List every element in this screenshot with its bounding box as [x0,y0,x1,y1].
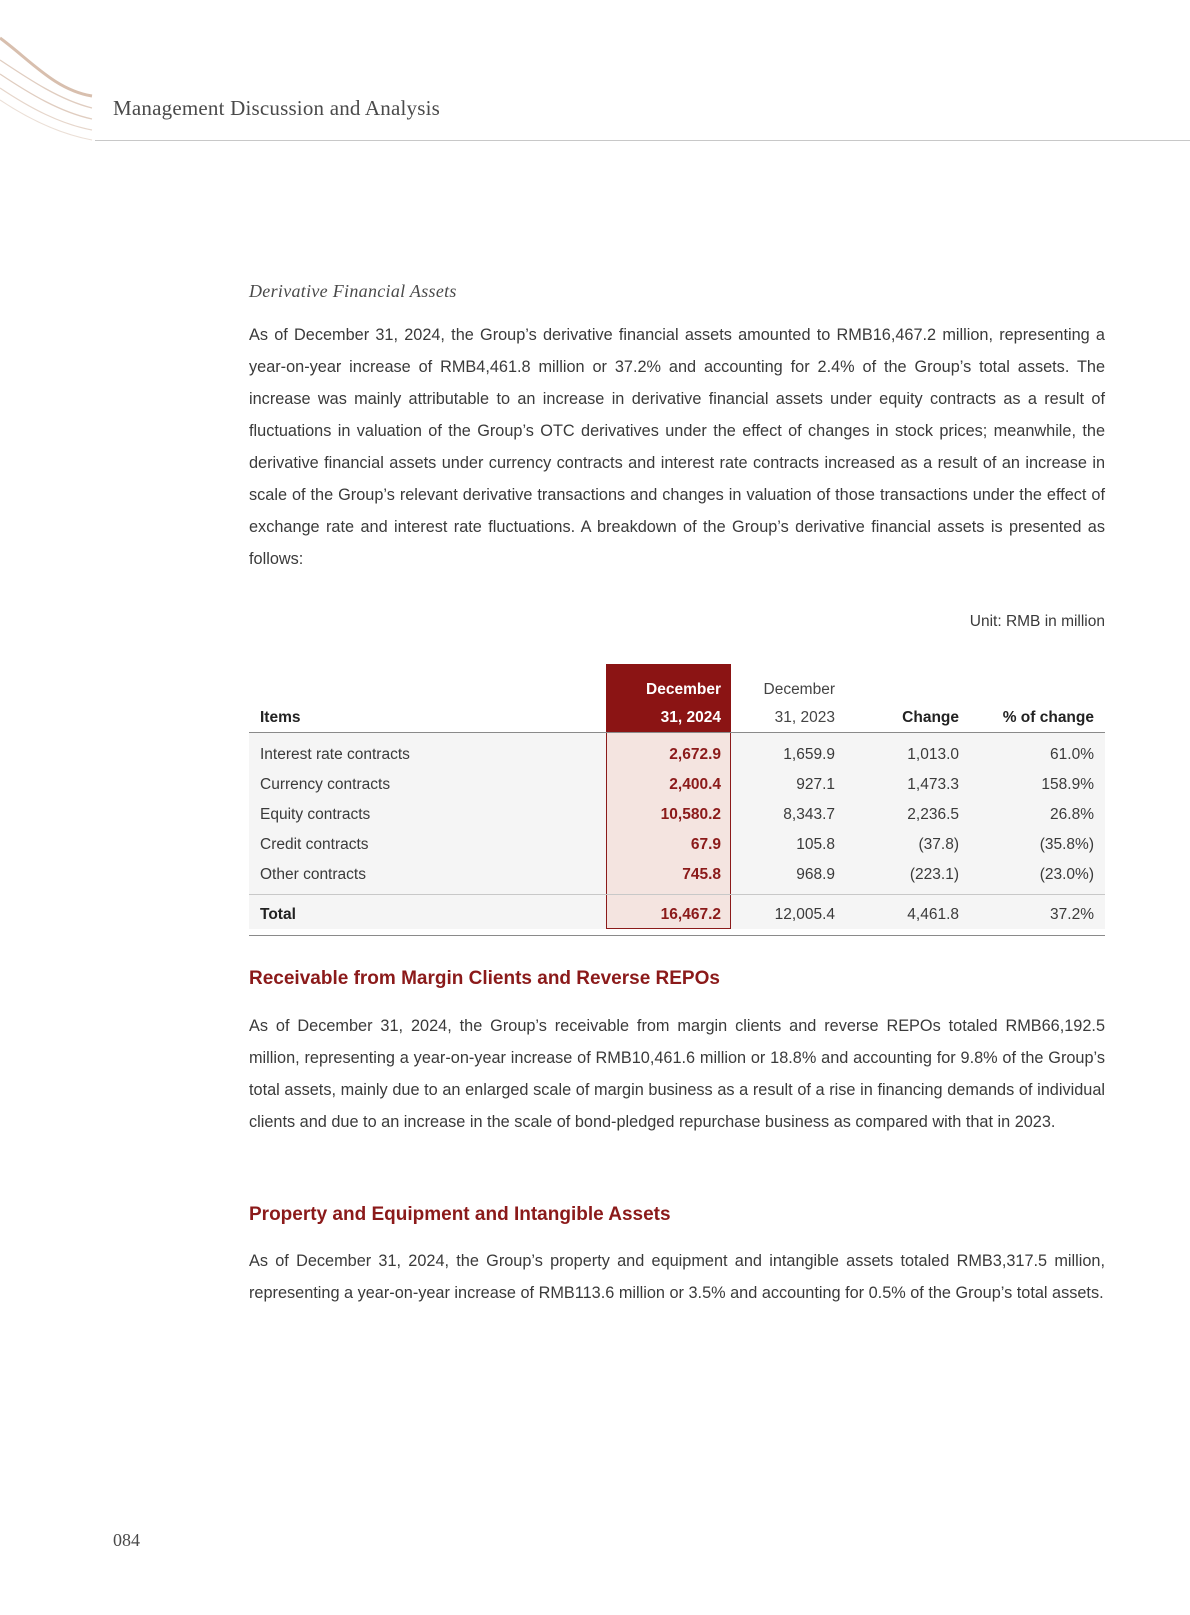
row-change: 2,236.5 [907,806,959,823]
total-previous: 12,005.4 [732,895,846,936]
row-pct: 61.0% [1050,746,1094,763]
row-current: 745.8 [682,866,721,883]
table-row [249,770,1105,800]
header-change: Change [902,709,959,726]
unit-label: Unit: RMB in million [969,613,1105,630]
header-previous-line1: December [763,681,835,698]
row-item: Equity contracts [260,806,371,823]
row-previous: 8,343.7 [783,806,835,823]
row-current: 2,672.9 [669,746,721,763]
header-current-year [607,664,732,732]
table-row [249,732,1105,770]
row-previous: 1,659.9 [783,746,835,763]
header-current-line2: 31, 2024 [660,709,721,726]
margin-section-heading: Receivable from Margin Clients and Reverse REPOs [249,968,720,989]
row-current: 67.9 [690,836,721,853]
row-pct: 26.8% [1050,806,1094,823]
total-current: 16,467.2 [607,895,732,936]
derivative-table [249,664,1105,931]
row-current: 10,580.2 [660,806,721,823]
row-previous: 927.1 [796,776,835,793]
header-pct-change: % of change [1002,709,1094,726]
derivative-section-title: Derivative Financial Assets [249,281,457,301]
derivative-table-grid [249,664,1105,936]
table-total-row [249,895,1105,936]
derivative-paragraph: As of December 31, 2024, the Group’s derivative financial assets amounted to RMB16,467.2 million, representing a year-on-year increase of RMB4,461.8 million or 37.2% and accounting for 2.4% of the Group’s total assets. The increase was mainly attributable to an increase in derivative financial assets under equity contracts as a result of fluctuations in valuation of the Group’s OTC derivatives under the effect of changes in stock prices; meanwhile, the derivative financial assets under currency contracts and interest rate contracts increased as a result of an increase in scale of the Group’s relevant derivative transactions and changes in valuation of those transactions under the effect of exchange rate and interest rate fluctuations. A breakdown of the Group’s derivative financial assets is presented as follows: [249,326,1105,568]
table-row [249,860,1105,895]
row-item: Credit contracts [260,836,369,853]
row-current: 2,400.4 [669,776,721,793]
header-previous-year [732,664,846,732]
row-pct: (23.0%) [1039,866,1094,883]
property-paragraph: As of December 31, 2024, the Group’s property and equipment and intangible assets totaled RMB3,317.5 million, representing a year-on-year increase of RMB113.6 million or 3.5% and accounting for 0.5% of the Group’s total assets. [249,1252,1105,1302]
margin-paragraph: As of December 31, 2024, the Group’s receivable from margin clients and reverse REPOs totaled RMB66,192.5 million, representing a year-on-year increase of RMB10,461.6 million or 18.8% and accounting for 9.8% of the Group’s total assets, mainly due to an enlarged scale of margin business as a result of a rise in financing demands of individual clients and due to an increase in the scale of bond-pledged repurchase business as compared with that in 2023. [249,1017,1105,1131]
total-change: 4,461.8 [846,895,970,936]
page-header-title: Management Discussion and Analysis [113,96,441,120]
row-previous: 105.8 [796,836,835,853]
row-item: Currency contracts [260,776,391,793]
header-divider [95,140,1190,141]
header-current-line1: December [646,681,721,698]
total-item: Total [249,895,607,936]
header-previous-line2: 31, 2023 [774,709,835,726]
row-change: 1,473.3 [907,776,959,793]
row-pct: 158.9% [1041,776,1094,793]
table-header-row [249,664,1105,732]
page-number: 084 [113,1530,140,1550]
row-change: (37.8) [918,836,959,853]
row-item: Interest rate contracts [260,746,410,763]
total-pct: 37.2% [970,895,1105,936]
row-item: Other contracts [260,866,366,883]
header-items: Items [260,709,301,726]
header-decoration-arcs [0,0,120,150]
table-row [249,830,1105,860]
row-change: 1,013.0 [907,746,959,763]
row-pct: (35.8%) [1039,836,1094,853]
row-previous: 968.9 [796,866,835,883]
property-section-heading: Property and Equipment and Intangible Assets [249,1204,671,1225]
row-change: (223.1) [909,866,959,883]
table-row [249,800,1105,830]
